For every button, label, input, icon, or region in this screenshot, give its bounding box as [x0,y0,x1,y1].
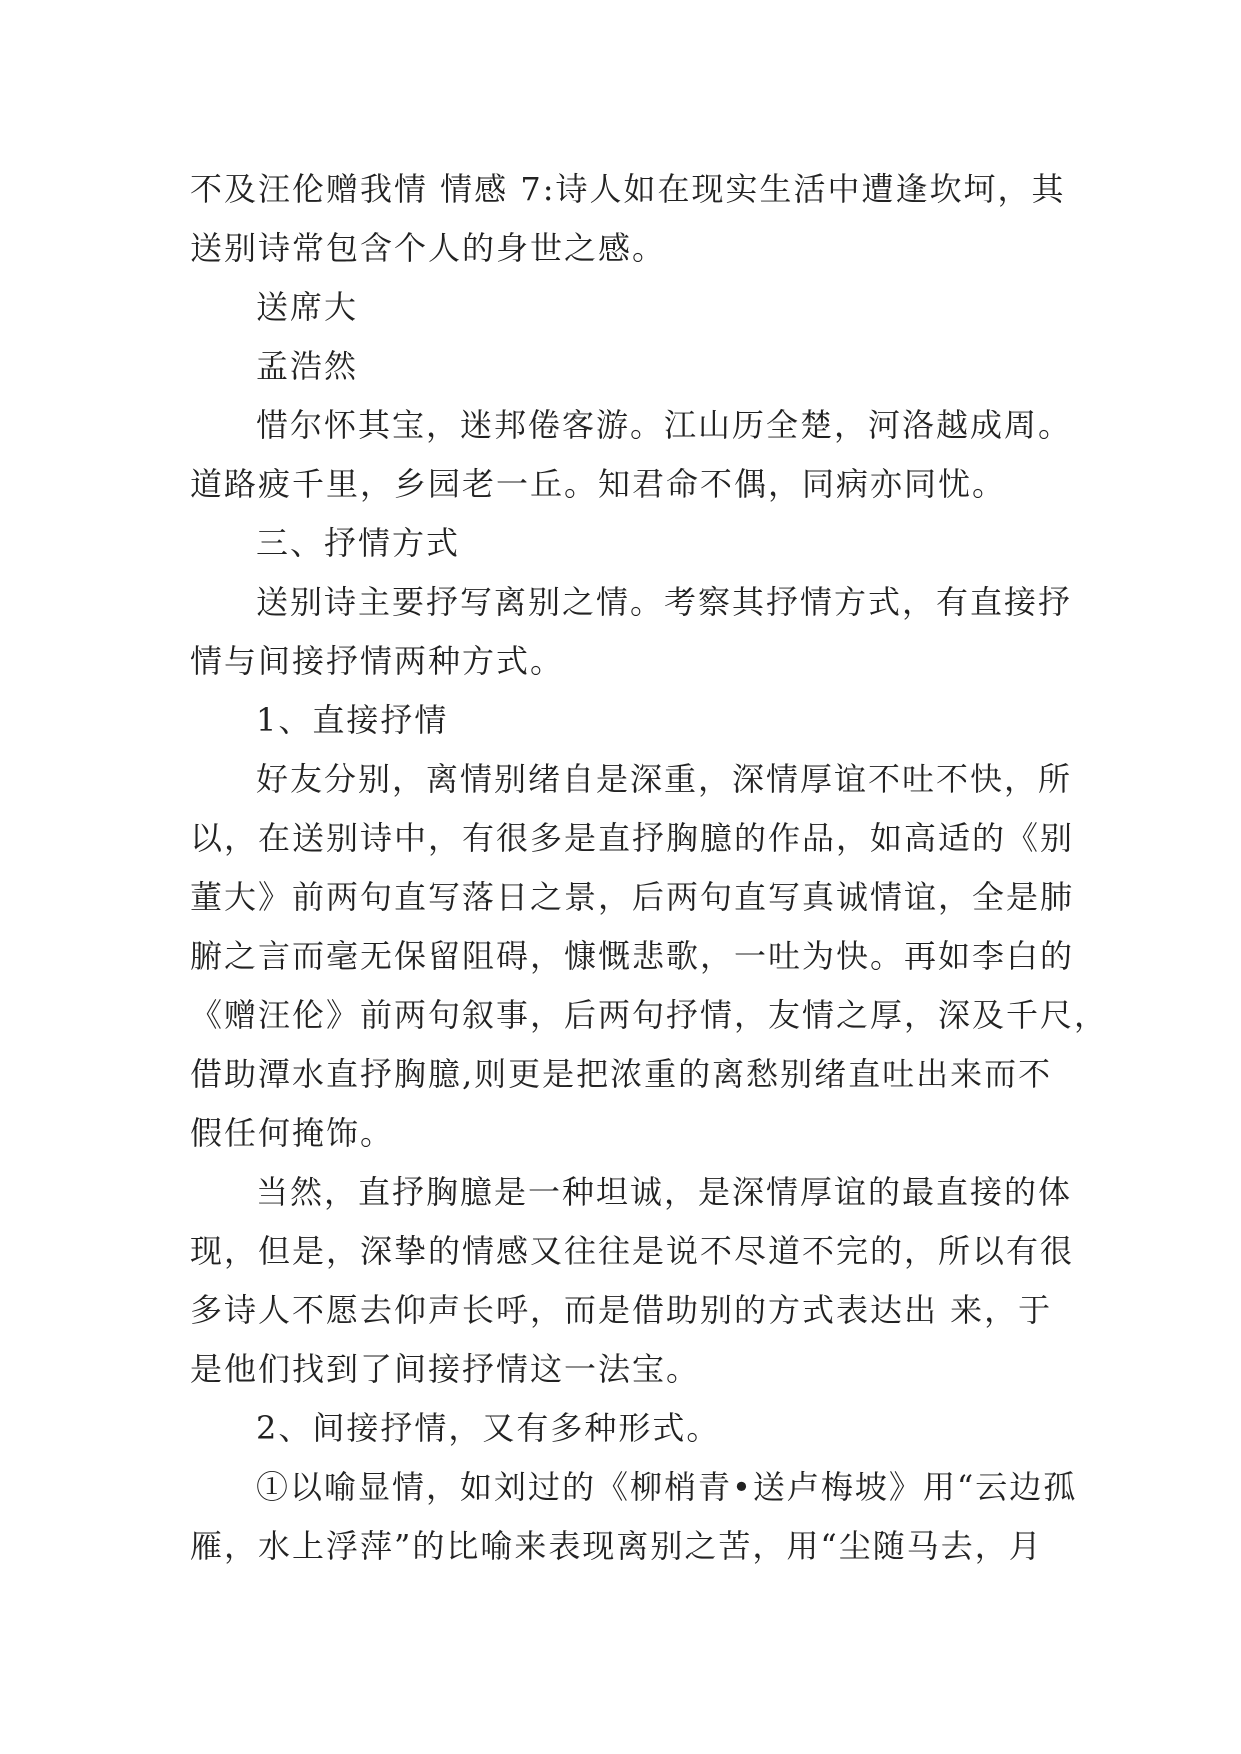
text-line: 送别诗主要抒写离别之情。考察其抒情方式，有直接抒 [256,583,1073,621]
text-line: 借助潭水直抒胸臆,则更是把浓重的离愁别绪直吐出来而不 [190,1055,1053,1093]
text-line: 多诗人不愿去仰声长呼，而是借助别的方式表达出 来，于 [190,1291,1053,1329]
poem-line: 惜尔怀其宝，迷邦倦客游。江山历全楚，河洛越成周。 [256,406,1073,444]
text-line: 雁，水上浮萍”的比喻来表现离别之苦，用“尘随马去，月 [190,1527,1043,1565]
text-line: 不及汪伦赠我情 情感 7:诗人如在现实生活中遭逢坎坷，其 [190,170,1066,208]
text-line: 《赠汪伦》前两句叙事，后两句抒情，友情之厚，深及千尺， [190,996,1109,1034]
text-line: ①以喻显情，如刘过的《柳梢青•送卢梅坡》用“云边孤 [256,1468,1078,1506]
poem-line: 道路疲千里，乡园老一丘。知君命不偶，同病亦同忧。 [190,465,1007,503]
text-line: 当然，直抒胸臆是一种坦诚，是深情厚谊的最直接的体 [256,1173,1073,1211]
poem-author: 孟浩然 [256,347,359,385]
poem-title: 送席大 [256,288,359,326]
text-line: 假任何掩饰。 [190,1114,395,1152]
text-line: 以，在送别诗中，有很多是直抒胸臆的作品，如高适的《别 [190,819,1075,857]
subsection-heading: 2、间接抒情，又有多种形式。 [256,1409,721,1447]
section-heading: 三、抒情方式 [256,524,461,562]
text-line: 是他们找到了间接抒情这一法宝。 [190,1350,701,1388]
text-line: 腑之言而毫无保留阻碍，慷慨悲歌，一吐为快。再如李白的 [190,937,1075,975]
text-line: 好友分别，离情别绪自是深重，深情厚谊不吐不快，所 [256,760,1073,798]
text-line: 送别诗常包含个人的身世之感。 [190,229,667,267]
subsection-heading: 1、直接抒情 [256,701,449,739]
text-line: 现，但是，深挚的情感又往往是说不尽道不完的，所以有很 [190,1232,1075,1270]
text-line: 情与间接抒情两种方式。 [190,642,565,680]
document-body [190,160,1109,1576]
text-line: 董大》前两句直写落日之景，后两句直写真诚情谊，全是肺 [190,878,1075,916]
